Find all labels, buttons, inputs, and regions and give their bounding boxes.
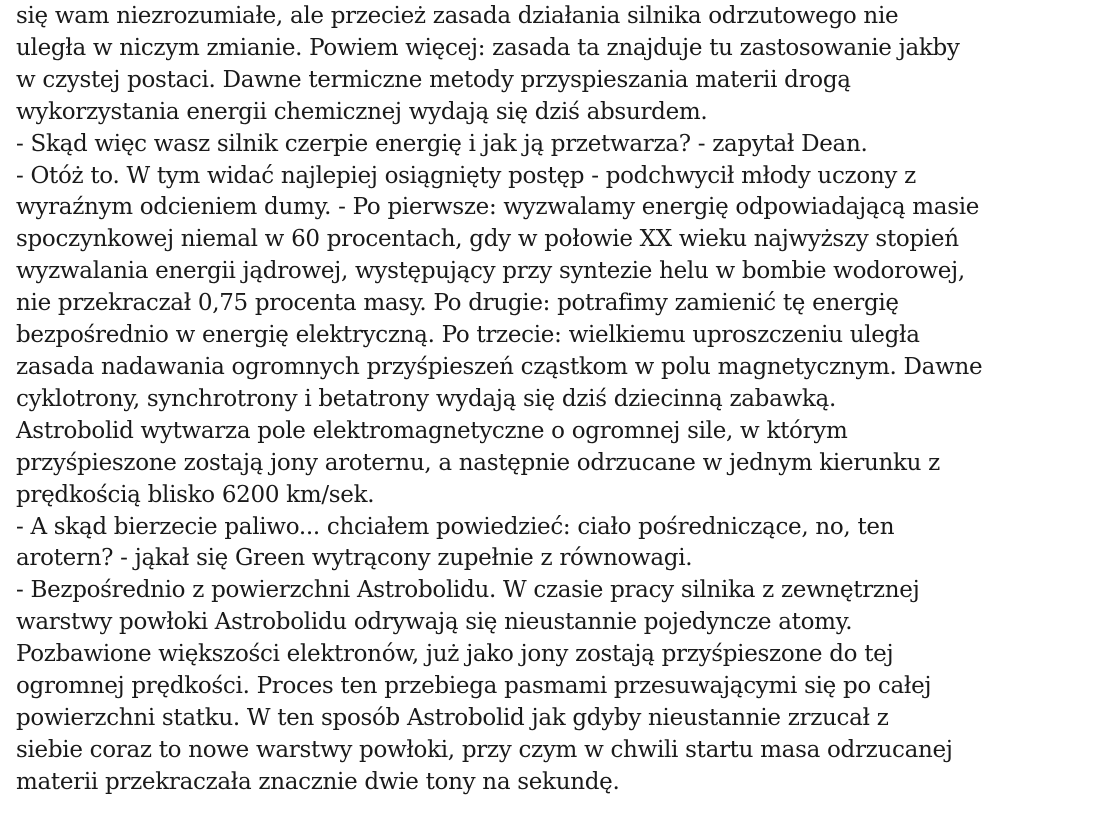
text-line: zasada nadawania ogromnych przyśpieszeń cząstkom w polu magnetycznym. Dawne bbox=[16, 353, 983, 380]
text-line: warstwy powłoki Astrobolidu odrywają się nieustannie pojedyncze atomy. bbox=[16, 609, 853, 636]
text-line: spoczynkowej niemal w 60 procentach, gdy w połowie XX wieku najwyższy stopień bbox=[16, 226, 959, 253]
text-line: siebie coraz to nowe warstwy powłoki, przy czym w chwili startu masa odrzucanej bbox=[16, 736, 953, 763]
text-line: cyklotrony, synchrotrony i betatrony wydają się dziś dziecinną zabawką. bbox=[16, 385, 836, 412]
text-line: wyraźnym odcieniem dumy. - Po pierwsze: wyzwalamy energię odpowiadającą masie bbox=[16, 194, 980, 221]
body-text bbox=[16, 0, 1100, 799]
text-line: się wam niezrozumiałe, ale przecież zasada działania silnika odrzutowego nie bbox=[16, 3, 899, 29]
text-line: materii przekraczała znacznie dwie tony na sekundę. bbox=[16, 768, 620, 795]
text-line: - Skąd więc wasz silnik czerpie energię i jak ją przetwarza? - zapytał Dean. bbox=[16, 130, 868, 157]
text-line: Astrobolid wytwarza pole elektromagnetyczne o ogromnej sile, w którym bbox=[16, 417, 848, 444]
text-line: uległa w niczym zmianie. Powiem więcej: zasada ta znajduje tu zastosowanie jakby bbox=[16, 34, 960, 61]
text-line: - A skąd bierzecie paliwo... chciałem powiedzieć: ciało pośredniczące, no, ten bbox=[16, 513, 895, 540]
text-line: bezpośrednio w energię elektryczną. Po trzecie: wielkiemu uproszczeniu uległa bbox=[16, 322, 920, 349]
text-line: - Bezpośrednio z powierzchni Astrobolidu. W czasie pracy silnika z zewnętrznej bbox=[16, 577, 920, 604]
text-line: powierzchni statku. W ten sposób Astrobolid jak gdyby nieustannie zrzucał z bbox=[16, 704, 889, 731]
text-line: ogromnej prędkości. Proces ten przebiega pasmami przesuwającymi się po całej bbox=[16, 673, 932, 700]
text-line: arotern? - jąkał się Green wytrącony zupełnie z równowagi. bbox=[16, 545, 693, 572]
text-line: wyzwalania energii jądrowej, występujący przy syntezie helu w bombie wodorowej, bbox=[16, 258, 965, 285]
text-line: przyśpieszone zostają jony aroternu, a następnie odrzucane w jednym kierunku z bbox=[16, 449, 940, 476]
text-line: prędkością blisko 6200 km/sek. bbox=[16, 481, 375, 508]
text-line: - Otóż to. W tym widać najlepiej osiągnięty postęp - podchwycił młody uczony z bbox=[16, 162, 916, 189]
text-line: Pozbawione większości elektronów, już jako jony zostają przyśpieszone do tej bbox=[16, 641, 894, 668]
text-line: wykorzystania energii chemicznej wydają się dziś absurdem. bbox=[16, 98, 708, 125]
text-line: w czystej postaci. Dawne termiczne metody przyspieszania materii drogą bbox=[16, 66, 851, 93]
text-line: nie przekraczał 0,75 procenta masy. Po drugie: potrafimy zamienić tę energię bbox=[16, 290, 899, 317]
